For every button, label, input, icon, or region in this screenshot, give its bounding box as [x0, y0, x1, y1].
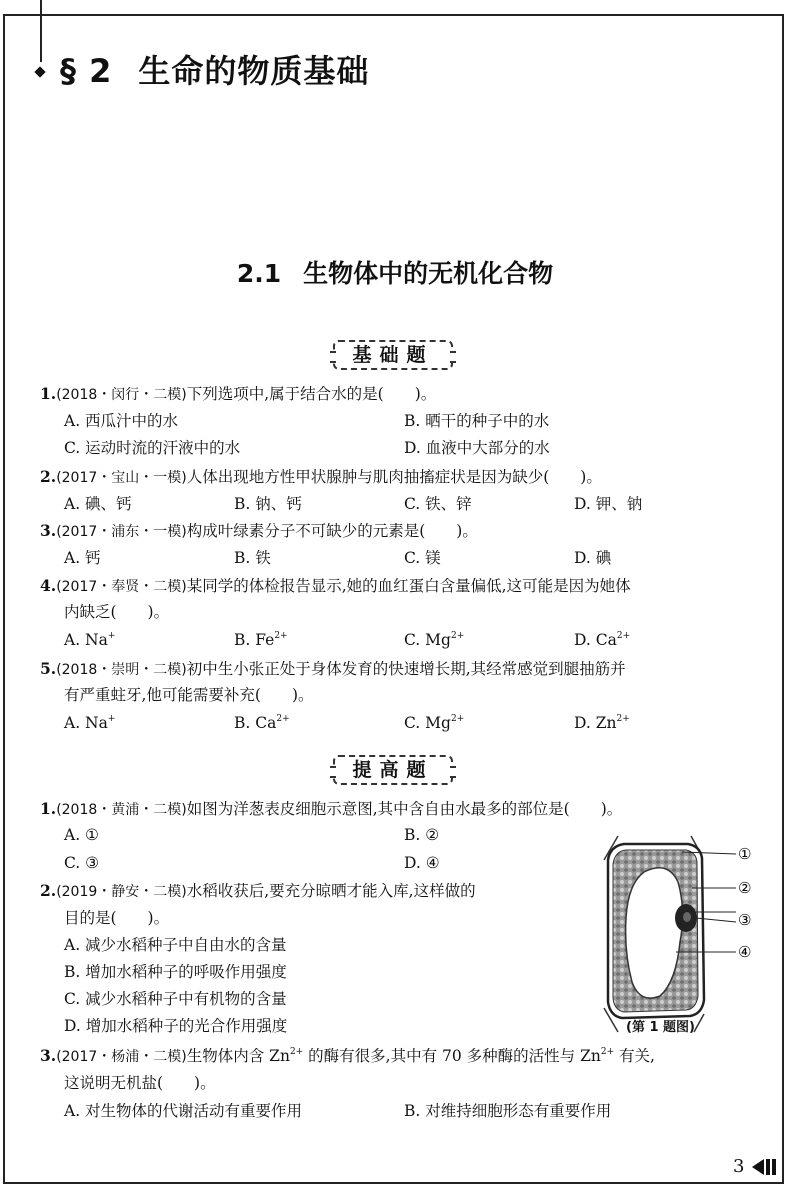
page-number: 3 [733, 1156, 745, 1177]
advanced-question-3-cont: 这说明无机盐( )。 [64, 1074, 216, 1092]
chapter-title-text: 生命的物质基础 [138, 52, 370, 90]
figure-label-2: ② [738, 879, 752, 897]
basic-q4-option-a[interactable]: A. Na+ [64, 631, 116, 649]
adv-q3-option-a[interactable]: A. 对生物体的代谢活动有重要作用 [64, 1102, 303, 1120]
basic-question-3: 3.(2017・浦东・一模)构成叶绿素分子不可缺少的元素是( )。 [40, 521, 478, 540]
adv-q2-option-d[interactable]: D. 增加水稻种子的光合作用强度 [64, 1017, 288, 1035]
section-title-text: 生物体中的无机化合物 [303, 259, 554, 288]
basic-q5-option-a[interactable]: A. Na+ [64, 714, 116, 732]
adv-q1-option-d[interactable]: D. ④ [404, 854, 440, 872]
advanced-question-3: 3.(2017・杨浦・二模)生物体内含 $Zn^{2+}$ 的酶有很多,其中有 70 多种酶的活性与 $Zn^{2+}$ 有关, [40, 1046, 655, 1065]
basic-label: 基础题 [333, 340, 453, 370]
figure-label-4: ④ [738, 943, 752, 961]
section-number: 2.1 [236, 259, 282, 288]
basic-question-2: 2.(2017・宝山・一模)人体出现地方性甲状腺肿与肌肉抽搐症状是因为缺少( )。 [40, 467, 602, 486]
basic-q4-option-d[interactable]: D. $Ca^{2+}$ [574, 631, 631, 649]
adv-q2-option-c[interactable]: C. 减少水稻种子中有机物的含量 [64, 990, 287, 1008]
basic-q3-option-b[interactable]: B. 铁 [234, 549, 271, 567]
advanced-label: 提高题 [333, 755, 453, 785]
basic-q1-option-d[interactable]: D. 血液中大部分的水 [404, 439, 550, 457]
section-title [0, 254, 790, 290]
advanced-question-2: 2.(2019・静安・二模)水稻收获后,要充分晾晒才能入库,这样做的 [40, 881, 476, 900]
basic-q1-option-c[interactable]: C. 运动时流的汗液中的水 [64, 439, 241, 457]
adv-q1-option-c[interactable]: C. ③ [64, 854, 100, 872]
adv-q2-option-b[interactable]: B. 增加水稻种子的呼吸作用强度 [64, 963, 287, 981]
basic-question-1: 1.(2018・闵行・二模)下列选项中,属于结合水的是( )。 [40, 384, 437, 403]
advanced-question-1: 1.(2018・黄浦・二模)如图为洋葱表皮细胞示意图,其中含自由水最多的部位是( )。 [40, 799, 623, 818]
adv-q1-option-b[interactable]: B. ② [404, 826, 440, 844]
margin-tick [40, 0, 42, 62]
basic-q2-option-d[interactable]: D. 钾、钠 [574, 495, 643, 513]
chapter-title [60, 46, 369, 92]
adv-q3-option-b[interactable]: B. 对维持细胞形态有重要作用 [404, 1102, 612, 1120]
basic-q3-option-a[interactable]: A. 钙 [64, 549, 101, 567]
adv-q1-option-a[interactable]: A. ① [64, 826, 99, 844]
basic-q4-option-b[interactable]: B. $Fe^{2+}$ [234, 631, 288, 649]
basic-q2-option-b[interactable]: B. 钠、钙 [234, 495, 302, 513]
page-arrow-icon [752, 1158, 780, 1176]
basic-q5-option-b[interactable]: B. $Ca^{2+}$ [234, 714, 290, 732]
basic-q1-option-a[interactable]: A. 西瓜汁中的水 [64, 412, 179, 430]
basic-question-5-cont: 有严重蛀牙,他可能需要补充( )。 [64, 686, 314, 704]
basic-q3-option-d[interactable]: D. 碘 [574, 549, 612, 567]
onion-cell-figure [596, 832, 786, 1042]
basic-q5-option-c[interactable]: C. $Mg^{2+}$ [404, 714, 465, 732]
adv-q2-option-a[interactable]: A. 减少水稻种子中自由水的含量 [64, 936, 287, 954]
basic-q4-option-c[interactable]: C. $Mg^{2+}$ [404, 631, 465, 649]
basic-q2-option-c[interactable]: C. 铁、锌 [404, 495, 472, 513]
basic-question-5: 5.(2018・崇明・二模)初中生小张正处于身体发育的快速增长期,其经常感觉到腿抽筋并 [40, 659, 626, 678]
chapter-number: § 2 [60, 52, 113, 90]
figure-label-1: ① [738, 845, 752, 863]
figure-label-3: ③ [738, 911, 752, 929]
basic-q5-option-d[interactable]: D. $Zn^{2+}$ [574, 714, 630, 732]
advanced-question-2-cont: 目的是( )。 [64, 909, 170, 927]
basic-question-4-cont: 内缺乏( )。 [64, 603, 170, 621]
basic-q3-option-c[interactable]: C. 镁 [404, 549, 441, 567]
figure-caption: (第 1 题图) [626, 1020, 695, 1035]
basic-q1-option-b[interactable]: B. 晒干的种子中的水 [404, 412, 550, 430]
basic-question-4: 4.(2017・奉贤・二模)某同学的体检报告显示,她的血红蛋白含量偏低,这可能是因为她体 [40, 576, 631, 595]
basic-q2-option-a[interactable]: A. 碘、钙 [64, 495, 132, 513]
